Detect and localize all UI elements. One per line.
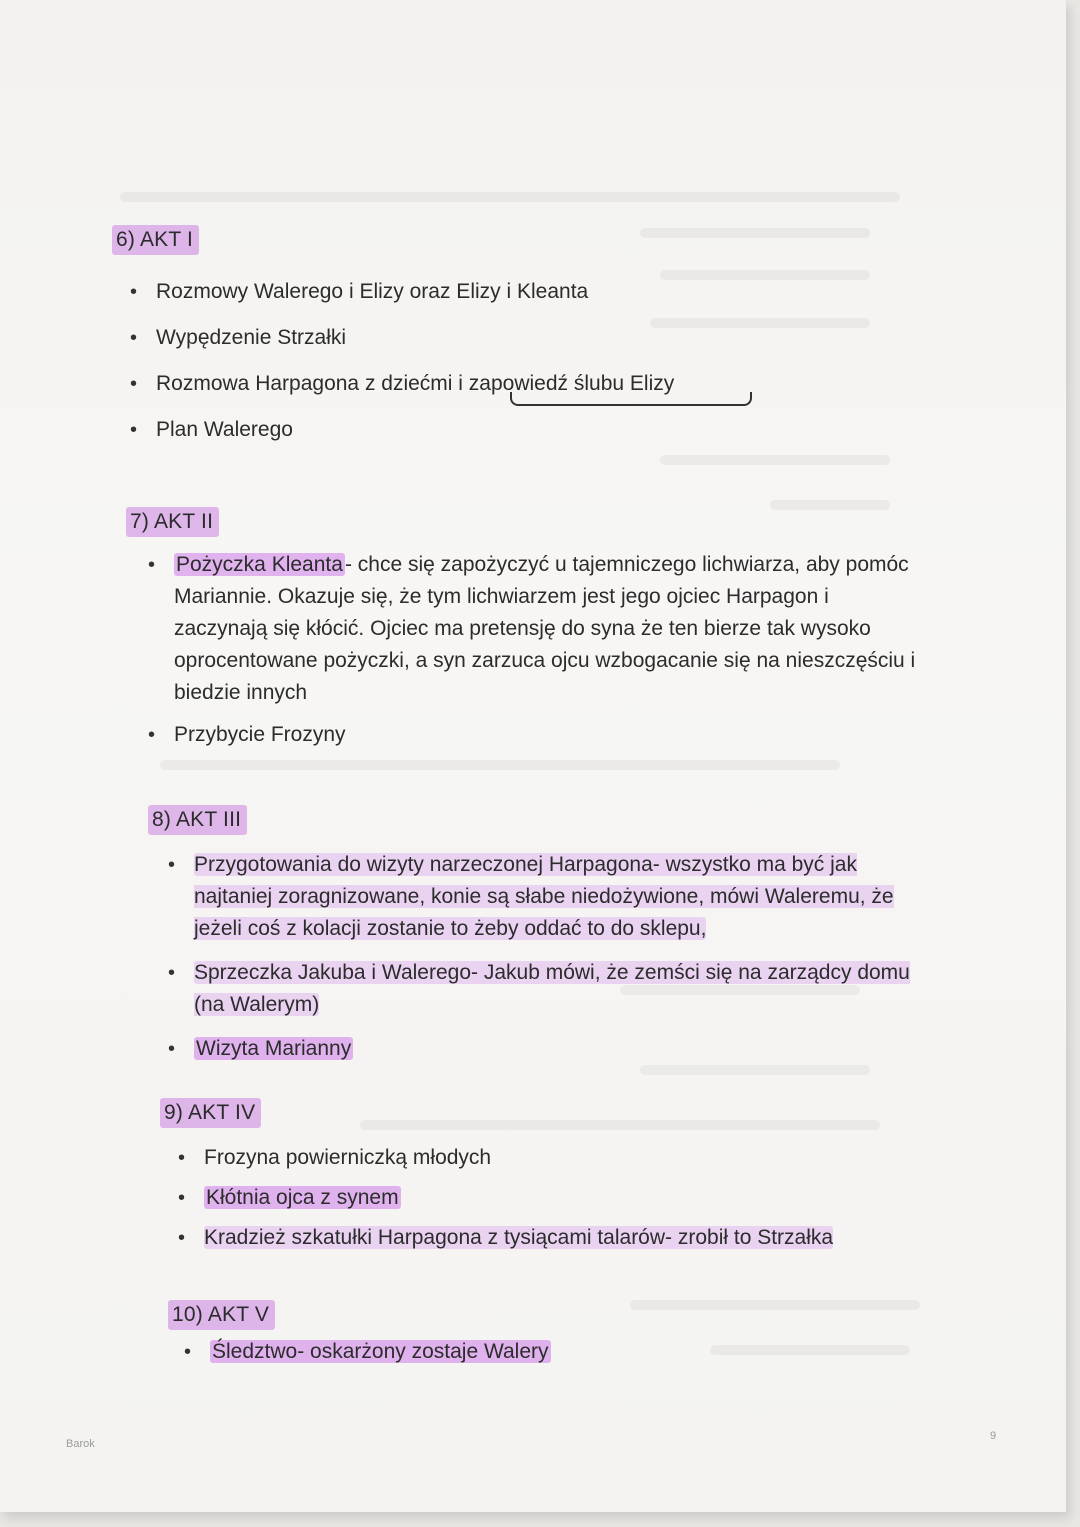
act-5-section: [168, 1300, 928, 1368]
list-item: • Frozyna powierniczką młodych: [178, 1138, 940, 1178]
act-3-section: [148, 805, 928, 1065]
list-item: • Kradzież szkatułki Harpagona z tysiącami talarów- zrobił to Strzałka: [178, 1218, 940, 1258]
pen-underline-mark: [510, 392, 752, 406]
page-number: 9: [990, 1430, 997, 1442]
list-item: • Rozmowy Walerego i Elizy oraz Elizy i Kleanta: [130, 269, 972, 315]
list-item: • Wypędzenie Strzałki: [130, 315, 972, 361]
list-item: • Rozmowa Harpagona z dziećmi i zapowiedź ślubu Elizy: [130, 361, 972, 407]
act-1-heading: 6) AKT I: [112, 225, 199, 255]
act-5-heading: 10) AKT V: [168, 1300, 275, 1330]
list-item: • Przybycie Frozyny: [148, 719, 916, 751]
list-item: • Sprzeczka Jakuba i Walerego- Jakub mówi, że zemści się na zarządcy domu (na Walerym): [168, 957, 928, 1021]
list-item: • Przygotowania do wizyty narzeczonej Harpagona- wszystko ma być jak najtaniej zoragnizowane, konie są słabe niedożywione, mówi Waleremu, że jeżeli coś z kolacji zostanie to żeby oddać to do sklepu,: [168, 849, 928, 945]
act-3-heading: 8) AKT III: [148, 805, 247, 835]
list-item: • Śledztwo- oskarżony zostaje Walery: [184, 1336, 928, 1368]
act-2-list: [148, 549, 916, 751]
act-4-list: [178, 1138, 940, 1258]
act-3-list: [168, 849, 928, 1065]
bleed-through-mark: [120, 192, 900, 202]
act-2-heading: 7) AKT II: [126, 507, 219, 537]
list-item: • Plan Walerego: [130, 407, 972, 453]
list-item: • Kłótnia ojca z synem: [178, 1178, 940, 1218]
act-4-heading: 9) AKT IV: [160, 1098, 261, 1128]
list-item: • Wizyta Marianny: [168, 1033, 928, 1065]
highlighted-term: Pożyczka Kleanta: [176, 553, 343, 576]
bleed-through-mark: [640, 1065, 870, 1075]
list-item: • Pożyczka Kleanta- chce się zapożyczyć u tajemniczego lichwiarza, aby pomóc Mariannie. Okazuje się, że tym lichwiarzem jest jego ojciec Harpagon i zaczynają się kłócić. Ojciec ma pretensję do syna że ten bierze tak wysoko oprocentowane pożyczki, a syn zarzuca ojcu wzbogacanie się na nieszczęściu i biedzie innych: [148, 549, 916, 709]
act-2-section: [126, 507, 916, 751]
act-1-list: [130, 269, 972, 453]
act-4-section: [160, 1098, 940, 1258]
bleed-through-mark: [160, 760, 840, 770]
act-1-section: [112, 225, 972, 453]
bleed-through-mark: [660, 455, 890, 465]
footer-section-label: Barok: [66, 1438, 95, 1450]
act-5-list: [184, 1336, 928, 1368]
